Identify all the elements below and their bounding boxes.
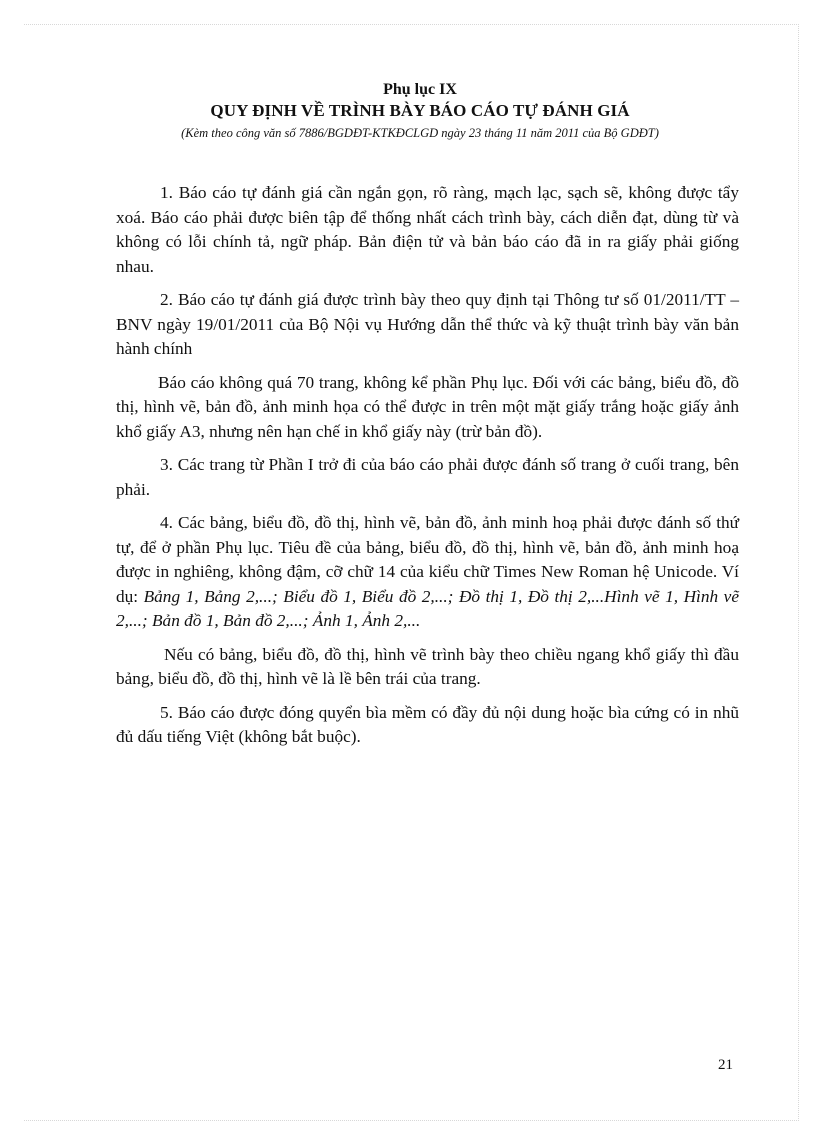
paragraph-3: 3. Các trang từ Phần I trở đi của báo cáo phải được đánh số trang ở cuối trang, bên phải. [116,455,739,499]
document-title: QUY ĐỊNH VỀ TRÌNH BÀY BÁO CÁO TỰ ĐÁNH GIÁ [210,101,630,120]
paragraph-2: 2. Báo cáo tự đánh giá được trình bày theo quy định tại Thông tư số 01/2011/TT – BNV ngày 19/01/2011 của Bộ Nội vụ Hướng dẫn thể thức và kỹ thuật trình bày văn bản hành chính [116,290,739,358]
appendix-label: Phụ lục IX [383,81,457,98]
document-header [100,80,740,144]
paragraph-5: 5. Báo cáo được đóng quyển bìa mềm có đầy đủ nội dung hoặc bìa cứng có in nhũ đủ dấu tiếng Việt (không bắt buộc). [116,702,739,746]
paragraph-4-examples: Bảng 1, Bảng 2,...; Biểu đồ 1, Biểu đồ 2,...; Đồ thị 1, Đồ thị 2,...Hình vẽ 1, Hình vẽ 2,...; Bản đồ 1, Bản đồ 2,...; Ảnh 1, Ảnh 2,... [116,586,740,630]
document-body [116,181,739,759]
document-subtitle: (Kèm theo công văn số 7886/BGDĐT-KTKĐCLGD ngày 23 tháng 11 năm 2011 của Bộ GDĐT) [181,126,659,140]
page-number: 21 [718,1057,733,1073]
paragraph-1: 1. Báo cáo tự đánh giá cần ngắn gọn, rõ ràng, mạch lạc, sạch sẽ, không được tẩy xoá. Báo cáo phải được biên tập để thống nhất cách trình bày, cách diễn đạt, dùng từ và không có lỗi chính tả, ngữ pháp. Bản điện tử và bản báo cáo đã in ra giấy phải giống nhau. [116,183,739,276]
paragraph-4 [116,511,739,634]
paragraph-landscape-note: Nếu có bảng, biểu đồ, đồ thị, hình vẽ trình bày theo chiều ngang khổ giấy thì đầu bảng, biểu đồ, đồ thị, hình vẽ là lề bên trái của trang. [116,644,739,688]
paragraph-4-lead: 4. Các bảng, biểu đồ, đồ thị, hình vẽ, bản đồ, ảnh minh hoạ phải được đánh số thứ tự, để ở phần Phụ lục. Tiêu đề của bảng, biểu đồ, đồ thị, hình vẽ, bản đồ, ảnh minh hoạ được in nghiêng, không đậm, cỡ chữ 14 của kiểu chữ Times New Roman hệ Unicode. Ví dụ: [116,513,739,606]
paragraph-page-limit: Báo cáo không quá 70 trang, không kể phần Phụ lục. Đối với các bảng, biểu đồ, đồ thị, hình vẽ, bản đồ, ảnh minh họa có thể được in trên một mặt giấy trắng hoặc giấy ảnh khổ giấy A3, nhưng nên hạn chế in khổ giấy này (trừ bản đồ). [116,372,739,441]
